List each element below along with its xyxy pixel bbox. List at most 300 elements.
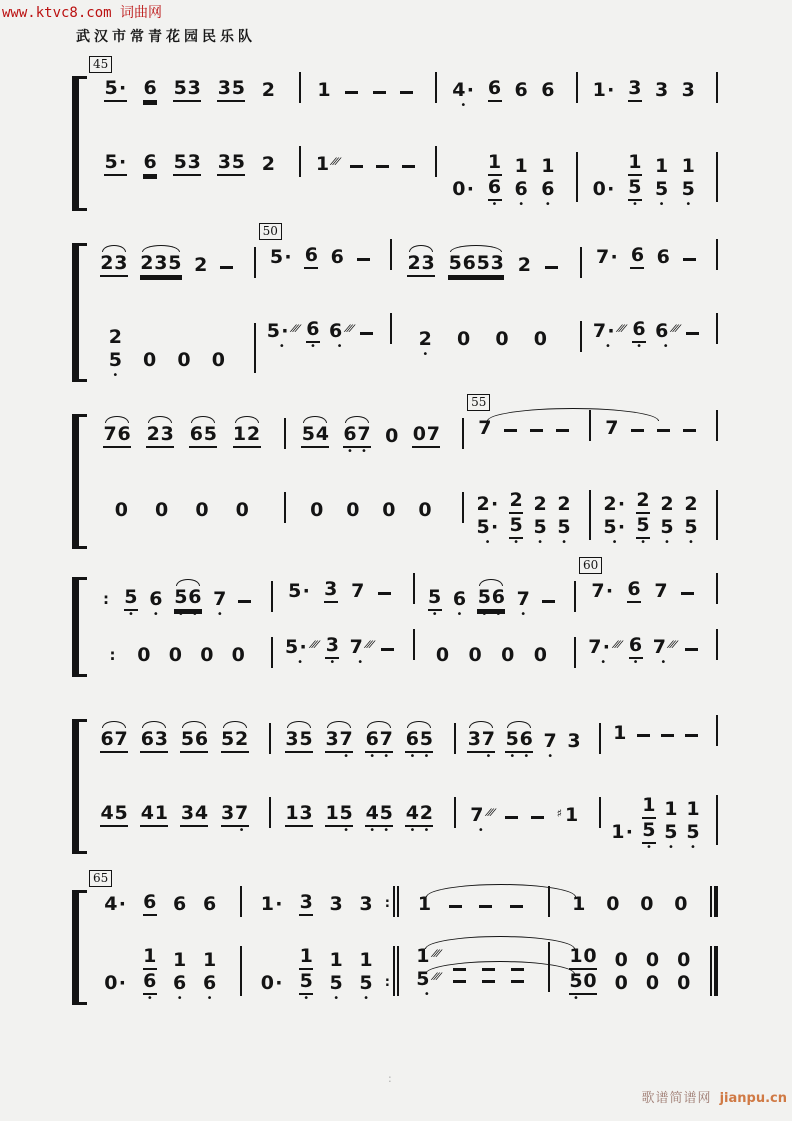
octave-dot-row <box>448 278 504 285</box>
octave-dot-row <box>597 202 611 209</box>
note-digits <box>488 78 502 102</box>
measure <box>86 721 271 852</box>
octave-dot-row <box>265 996 279 1003</box>
note-digits <box>417 894 431 916</box>
dash-note <box>541 600 555 610</box>
note-token <box>143 350 157 380</box>
note-number: 5 <box>416 968 430 990</box>
note-token <box>343 416 371 456</box>
octave-dot <box>310 523 324 530</box>
barline <box>716 239 718 270</box>
note-digits <box>543 731 557 753</box>
dash-note <box>238 600 252 610</box>
system-bracket <box>72 721 79 852</box>
note-digits <box>674 894 688 916</box>
dash-bar <box>511 968 524 971</box>
octave-dot: • <box>561 537 567 548</box>
note-number: 6 <box>100 728 114 750</box>
octave-dot: • <box>177 609 184 620</box>
octave-dot <box>541 612 555 619</box>
duration-dot: · <box>299 636 307 658</box>
octave-dot-row <box>304 270 318 277</box>
note-token <box>238 600 252 619</box>
note-token <box>99 589 113 619</box>
note-token <box>685 332 699 351</box>
note-digits <box>614 973 628 995</box>
note-number: 7 <box>379 728 393 750</box>
octave-dot-row <box>356 270 370 277</box>
octave-dot-row <box>681 199 695 210</box>
octave-dot <box>462 278 476 285</box>
note-digits <box>203 894 217 916</box>
lower-stave <box>437 152 577 209</box>
slur-arc <box>303 416 327 423</box>
note-number: 2 <box>194 254 208 276</box>
octave-dot <box>382 523 396 530</box>
note-token <box>143 892 157 924</box>
rest-note: 0 <box>211 349 225 371</box>
octave-dot-row <box>684 746 698 753</box>
octave-dot: • <box>509 751 516 762</box>
note-digits <box>405 803 433 827</box>
note-token <box>375 165 389 184</box>
note-token <box>100 803 128 835</box>
octave-dot-row <box>674 917 688 924</box>
octave-dot-row <box>330 270 344 277</box>
upper-stave <box>578 78 718 110</box>
slur-arc <box>191 416 215 423</box>
octave-dot <box>330 270 344 277</box>
lower-stave <box>601 795 718 852</box>
note-digits <box>681 179 695 201</box>
slur-arc <box>287 721 311 728</box>
octave-dot: • <box>112 370 119 381</box>
note-digits <box>180 729 208 753</box>
octave-dot <box>292 604 306 611</box>
note-token <box>482 968 496 999</box>
note-token <box>356 258 370 277</box>
octave-dot-row <box>601 341 615 352</box>
note-digits <box>189 424 217 448</box>
duration-dot: · <box>302 580 310 602</box>
note-number: 2 <box>557 493 571 515</box>
octave-dot: • <box>640 537 646 548</box>
note-digits <box>325 803 353 827</box>
octave-dot <box>595 604 609 611</box>
note-digits <box>629 635 643 659</box>
dash-bar <box>357 258 370 261</box>
note-number: 7 <box>588 636 602 658</box>
note-digits <box>603 517 626 539</box>
note-token <box>505 721 533 761</box>
duration-dot: · <box>490 516 499 538</box>
note-token <box>168 645 182 675</box>
octave-dot-row <box>509 917 523 924</box>
lower-stave <box>286 498 464 530</box>
note-token <box>674 894 688 924</box>
note-number: 1 <box>299 945 313 967</box>
note-number: 1 <box>514 155 528 177</box>
note-token <box>211 350 225 380</box>
octave-dot-row <box>217 177 245 184</box>
barline-line <box>716 795 718 845</box>
note-number: 3 <box>628 77 642 99</box>
octave-dot <box>221 828 235 835</box>
note-number: 6 <box>143 77 157 99</box>
octave-dot-row <box>640 917 654 924</box>
note-token <box>345 91 359 110</box>
octave-dot-row <box>351 604 365 611</box>
note-token <box>261 80 275 110</box>
octave-dot <box>105 668 119 675</box>
octave-dot <box>173 917 187 924</box>
note-number: 7 <box>114 728 128 750</box>
octave-dot-row <box>529 441 543 448</box>
dash-bar <box>531 816 544 819</box>
note-token <box>143 152 157 184</box>
note-number: 6 <box>306 318 320 340</box>
note-number: 6 <box>514 178 528 200</box>
upper-stave <box>464 416 591 448</box>
dash-note <box>656 429 670 439</box>
note-number: 2 <box>476 493 490 515</box>
dash-bar <box>360 332 373 335</box>
octave-dot-row <box>530 828 544 835</box>
note-digits <box>231 645 245 667</box>
barline-line <box>716 313 718 344</box>
repeat-colon: : <box>109 646 116 664</box>
note-digits <box>104 973 127 995</box>
octave-dot-row <box>608 537 622 548</box>
note-number: 3 <box>490 252 504 274</box>
octave-dot <box>345 103 359 110</box>
rest-note: 0 <box>260 972 274 994</box>
note-digits <box>375 165 389 176</box>
note-number: 5 <box>104 151 118 173</box>
note-token <box>299 946 313 1003</box>
note-token <box>155 500 169 530</box>
duration-dot: · <box>466 178 474 200</box>
note-token <box>310 500 324 530</box>
octave-dot: • <box>238 825 245 836</box>
octave-dot <box>456 202 470 209</box>
dash-note <box>220 266 234 276</box>
note-number: 3 <box>187 151 201 173</box>
note-token <box>452 80 475 110</box>
barline <box>716 152 718 202</box>
octave-dot <box>233 449 247 456</box>
upper-stave <box>273 579 415 611</box>
barline-thin <box>710 946 712 996</box>
note-number: 7 <box>591 580 605 602</box>
dash-bar <box>683 258 696 261</box>
note-digits <box>100 803 128 827</box>
note-number: 5 <box>266 320 280 342</box>
note-number: 2 <box>533 493 547 515</box>
dash-note <box>479 905 493 915</box>
measure <box>582 245 718 380</box>
note-number: 6 <box>462 252 476 274</box>
note-token <box>372 91 386 110</box>
lower-stave <box>86 946 242 1003</box>
octave-dot-row <box>231 668 245 675</box>
note-digits <box>418 329 432 351</box>
measure <box>464 395 591 548</box>
note-number: 6 <box>514 79 528 101</box>
dash-bar <box>631 429 644 432</box>
note-digits <box>545 266 559 277</box>
note-digits <box>655 320 681 343</box>
lower-stave <box>550 946 718 1003</box>
note-number: 3 <box>324 578 338 600</box>
ensemble-title: 武汉市常青花园民乐队 <box>76 29 256 45</box>
note-digits <box>452 80 475 102</box>
chord-upper-note <box>143 946 157 970</box>
note-number: 3 <box>160 423 174 445</box>
chord-upper-note <box>677 950 691 972</box>
note-digits <box>533 329 547 351</box>
note-number: 5 <box>681 178 695 200</box>
note-digits <box>477 587 505 611</box>
note-token <box>655 80 669 110</box>
octave-dot <box>109 177 123 184</box>
barline-thick <box>714 946 718 996</box>
repeat-end-barline <box>385 886 399 917</box>
octave-dot-row <box>684 537 698 548</box>
rest-note: 0 <box>418 499 432 521</box>
note-number: 3 <box>187 77 201 99</box>
octave-dot <box>467 754 481 761</box>
note-token <box>177 350 191 380</box>
note-token <box>652 636 679 668</box>
octave-dot <box>180 828 194 835</box>
note-number: 3 <box>154 728 168 750</box>
note-digits <box>140 803 168 827</box>
octave-dot <box>217 103 231 110</box>
octave-dot-row <box>173 177 201 184</box>
note-number: 1 <box>202 949 217 971</box>
dash-bar <box>376 165 389 168</box>
rest-note: 0 <box>346 499 360 521</box>
octave-dot <box>479 917 493 924</box>
note-digits <box>356 258 370 269</box>
note-number: 7 <box>652 636 667 658</box>
octave-dot-row <box>349 177 363 184</box>
final-barline <box>710 946 718 996</box>
slur-arc <box>102 245 126 252</box>
note-token <box>684 494 698 547</box>
dash-bar <box>683 429 696 432</box>
octave-dot: • <box>309 341 316 352</box>
octave-dot <box>203 917 217 924</box>
octave-dot <box>304 270 318 277</box>
octave-dot <box>372 103 386 110</box>
note-number: 7 <box>213 588 227 610</box>
note-number: 5 <box>654 178 669 200</box>
note-digits <box>517 255 531 277</box>
octave-dot: • <box>611 537 618 548</box>
slur-arc <box>223 721 247 728</box>
note-number: 3 <box>467 728 482 750</box>
repeat-end-barline <box>385 946 399 996</box>
octave-dot-row <box>233 449 261 456</box>
measure <box>578 78 718 209</box>
note-digits <box>109 645 116 667</box>
octave-dot-row <box>600 270 614 277</box>
octave-dot <box>325 754 339 761</box>
note-digits <box>310 500 324 522</box>
octave-dot: • <box>491 199 498 210</box>
octave-dot: • <box>485 751 492 762</box>
octave-dot-row <box>628 199 642 210</box>
rest-note: 0 <box>137 644 151 666</box>
note-digits <box>328 320 355 343</box>
octave-dot: • <box>481 609 488 620</box>
duration-dot: · <box>602 636 610 658</box>
measure <box>286 416 464 547</box>
rest-note: 0 <box>114 499 128 521</box>
octave-dot: • <box>636 341 642 352</box>
octave-dot-row <box>174 609 202 620</box>
note-number: 5 <box>168 252 182 274</box>
octave-dot <box>346 523 360 530</box>
barline <box>716 573 718 604</box>
dash-bar <box>556 429 569 432</box>
octave-dot-row <box>146 449 174 456</box>
note-number: 4 <box>100 802 114 824</box>
octave-dot: • <box>520 609 527 620</box>
note-digits <box>448 253 504 277</box>
note-digits <box>174 587 202 611</box>
watermark-bottom <box>641 1087 787 1106</box>
note-number: 2 <box>146 423 160 445</box>
note-number: 5 <box>684 516 698 538</box>
measure <box>242 892 398 1003</box>
octave-dot <box>173 177 187 184</box>
octave-dot <box>606 917 620 924</box>
note-digits <box>501 645 515 667</box>
dash-note <box>637 734 651 744</box>
note-number: 5 <box>124 586 138 608</box>
octave-dot <box>247 449 261 456</box>
note-digits <box>359 973 373 995</box>
note-number: 3 <box>299 802 313 824</box>
rest-note: 0 <box>155 499 169 521</box>
octave-dot: • <box>343 825 350 836</box>
duration-dot: · <box>605 580 614 602</box>
note-token <box>325 803 353 835</box>
octave-dot-row <box>418 349 432 360</box>
note-number: 5 <box>660 516 674 538</box>
note-token <box>400 91 414 110</box>
note-number: 5 <box>231 77 245 99</box>
note-token <box>359 332 373 351</box>
note-digits <box>124 587 138 611</box>
note-token <box>613 723 627 753</box>
octave-dot <box>299 828 313 835</box>
rest-note: 0 <box>501 644 515 666</box>
octave-dot-row <box>310 523 324 530</box>
chord-upper-note <box>476 494 499 516</box>
duration-dot: · <box>118 77 127 99</box>
octave-dot-row <box>569 993 597 1004</box>
octave-dot-row <box>345 103 359 110</box>
note-token <box>260 973 283 1003</box>
octave-dot <box>674 917 688 924</box>
octave-dot <box>235 523 249 530</box>
measure <box>86 245 256 380</box>
lower-stave <box>86 803 271 835</box>
system-bracket <box>72 892 79 1003</box>
octave-dot: • <box>460 100 467 111</box>
note-token <box>435 645 449 675</box>
rest-note: 0 <box>645 949 660 971</box>
dash-note <box>401 165 415 175</box>
octave-dot: • <box>146 993 153 1004</box>
note-token <box>180 803 208 835</box>
octave-dot <box>100 754 114 761</box>
note-token <box>233 416 261 456</box>
octave-dot-row <box>221 754 249 761</box>
note-number: 3 <box>217 151 231 173</box>
note-digits <box>470 804 496 827</box>
score <box>72 56 718 1003</box>
octave-dot <box>655 103 669 110</box>
note-number: 5 <box>339 802 353 824</box>
note-number: 3 <box>359 893 373 915</box>
note-token <box>654 581 668 611</box>
slur-arc <box>142 245 180 252</box>
octave-dot-row <box>482 992 496 999</box>
note-number: 1 <box>654 155 669 177</box>
octave-dot <box>349 177 363 184</box>
octave-dot-row <box>372 103 386 110</box>
octave-dot-row <box>261 177 275 184</box>
note-number: 5 <box>476 252 490 274</box>
chord-upper-note <box>642 795 656 819</box>
note-digits <box>645 973 659 995</box>
rest-note: 0 <box>495 328 509 350</box>
octave-dot <box>681 103 695 110</box>
note-number: 1 <box>613 722 627 744</box>
note-digits <box>102 589 109 611</box>
note-token <box>203 894 217 924</box>
measure-number-badge: 55 <box>467 394 490 411</box>
note-number: 6 <box>630 244 645 266</box>
system-3 <box>72 394 718 547</box>
note-digits <box>684 648 698 659</box>
note-token <box>315 153 342 184</box>
note-number: 5 <box>476 516 490 538</box>
note-digits <box>628 78 642 102</box>
note-digits <box>173 152 201 176</box>
note-number: 6 <box>202 972 217 994</box>
note-digits <box>541 179 555 201</box>
lower-stave <box>399 946 550 999</box>
barline <box>716 410 718 441</box>
note-token <box>325 635 339 667</box>
note-number: 1 <box>154 802 168 824</box>
dash-note <box>682 429 696 439</box>
octave-dot <box>317 103 331 110</box>
note-digits <box>221 729 249 753</box>
note-digits <box>664 822 678 844</box>
measure-group <box>86 224 718 381</box>
note-token <box>631 429 645 448</box>
barline-line <box>716 72 718 103</box>
octave-dot <box>143 373 157 380</box>
note-digits <box>382 500 396 522</box>
